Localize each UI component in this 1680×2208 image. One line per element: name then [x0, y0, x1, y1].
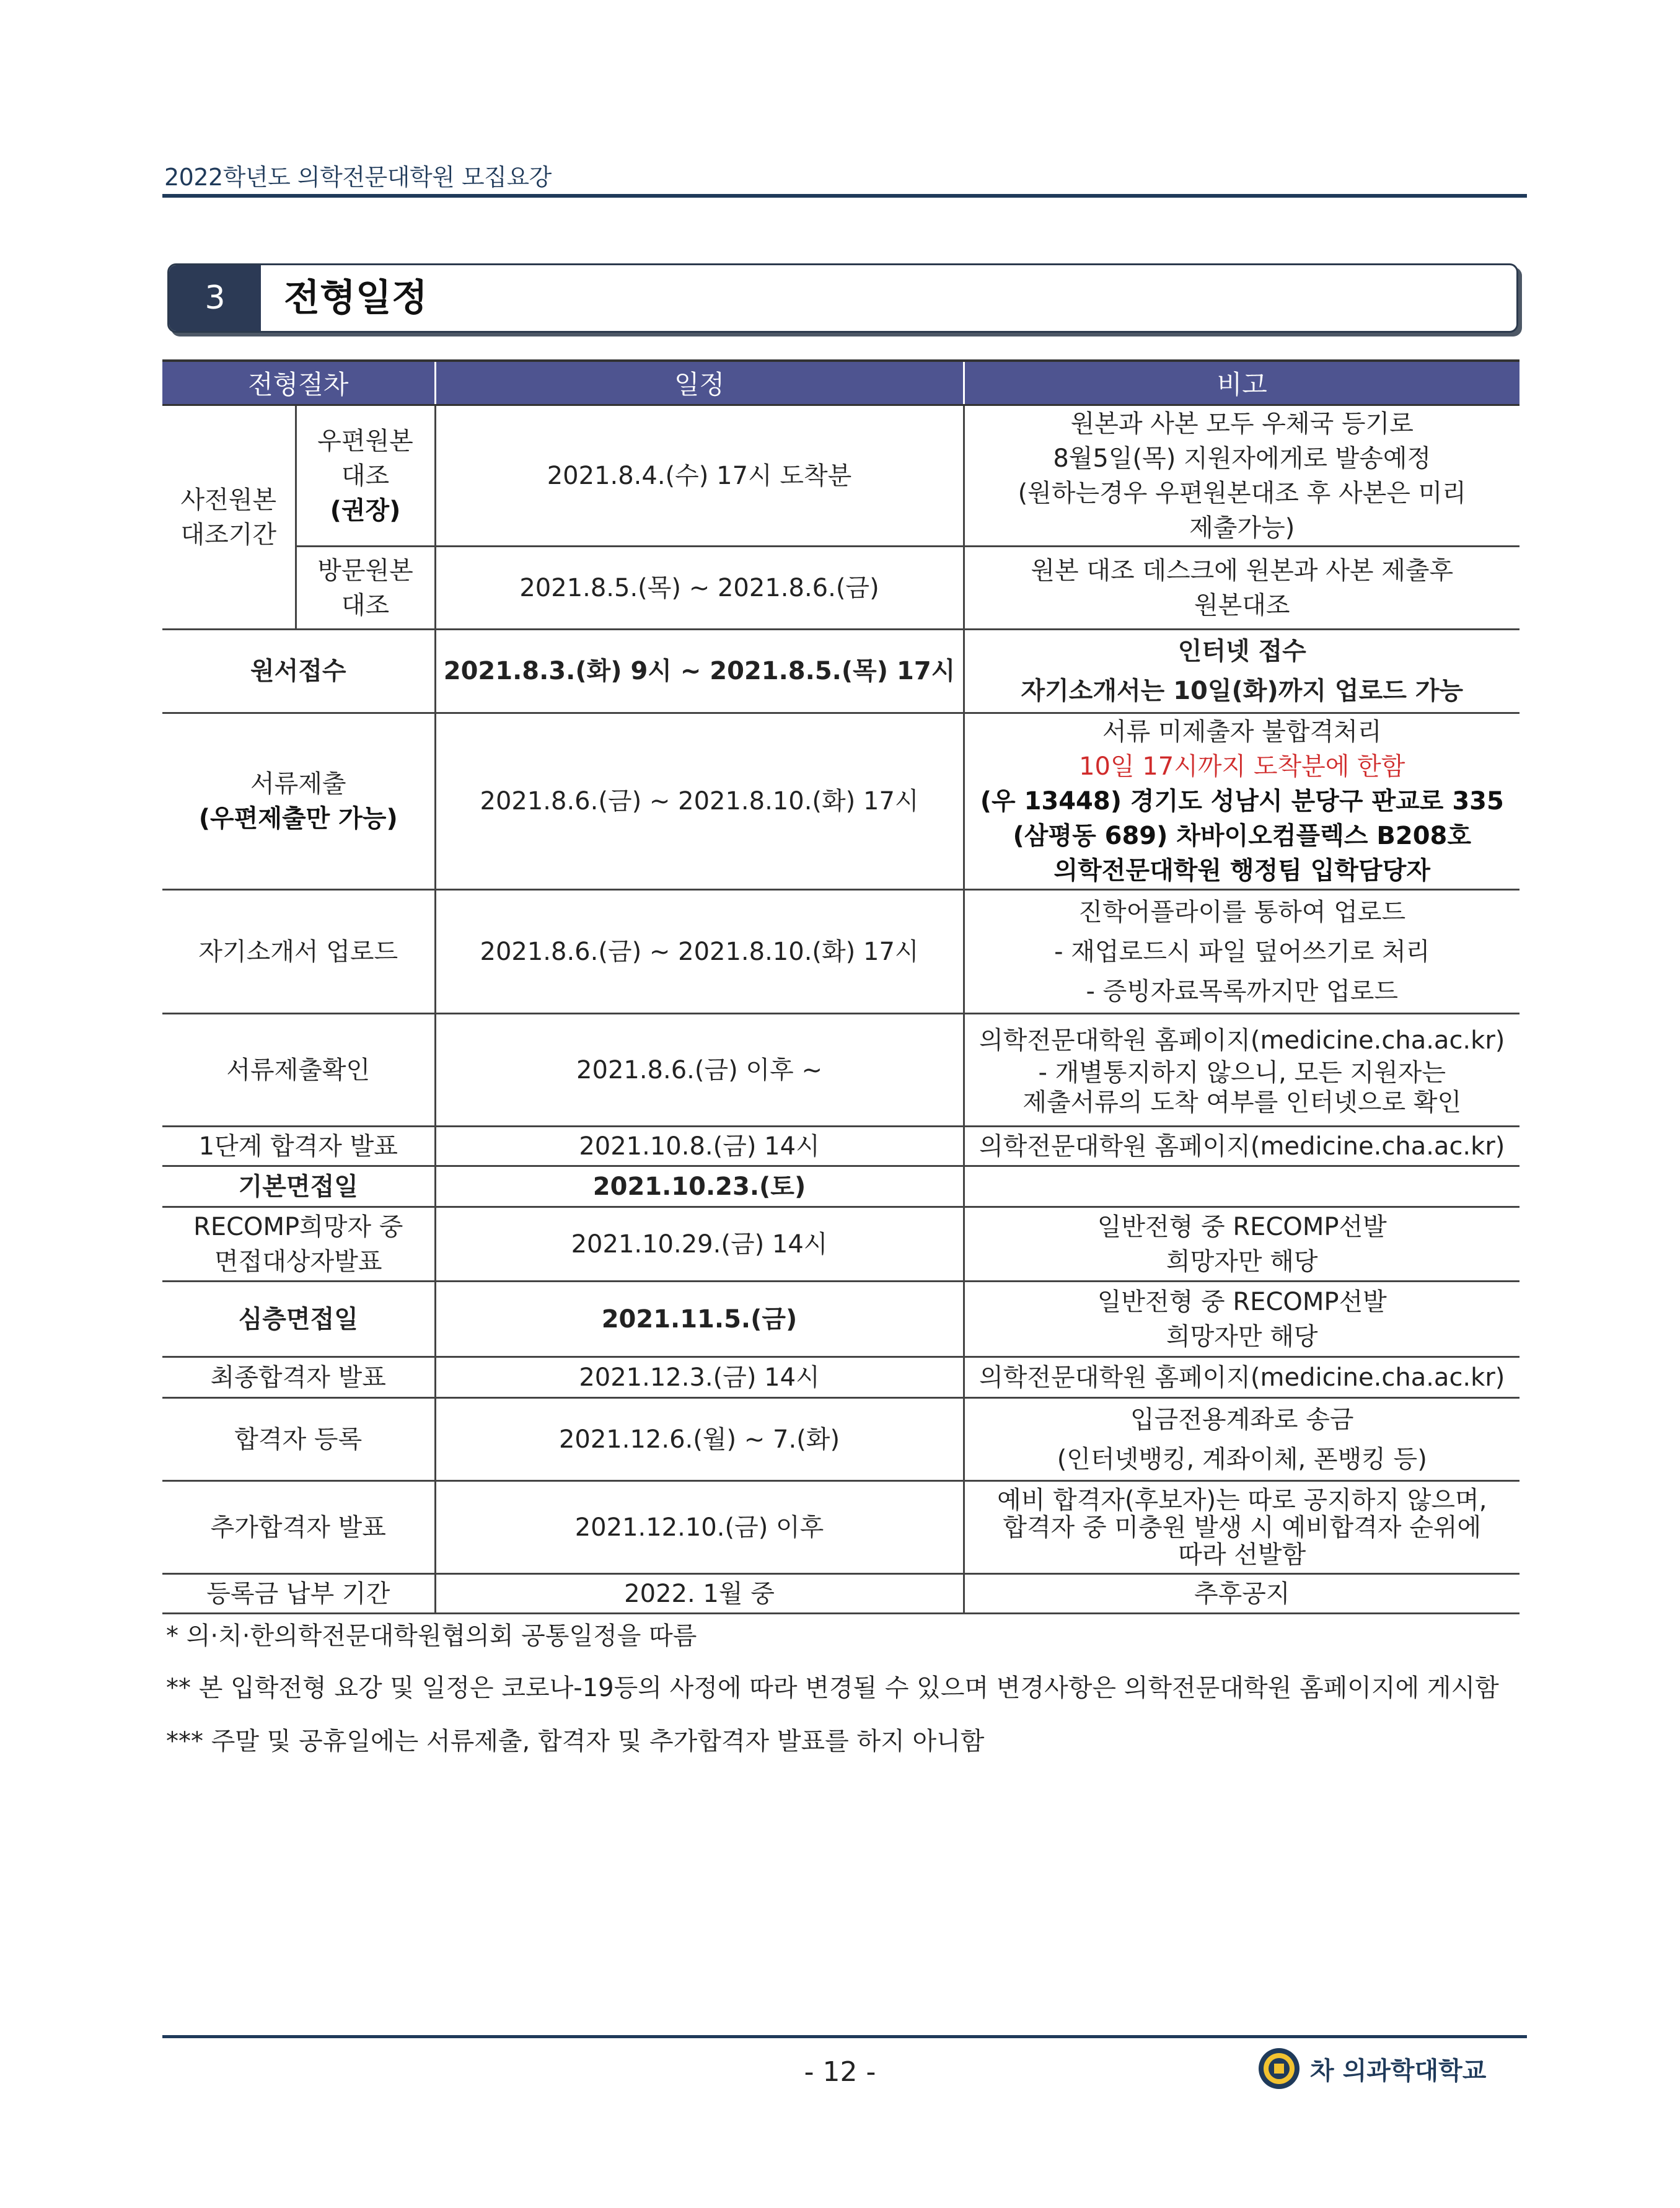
footnote: * 의·치·한의학전문대학원협의회 공통일정을 따름	[166, 1622, 697, 1650]
table-row	[162, 890, 1519, 1014]
section-number: 3	[169, 265, 261, 331]
table-row	[162, 1014, 1519, 1127]
row-label: 원서접수	[162, 630, 435, 713]
row-note: 원본 대조 데스크에 원본과 사본 제출후 원본대조	[964, 547, 1519, 630]
row-note: 입금전용계좌로 송금 (인터넷뱅킹, 계좌이체, 폰뱅킹 등)	[964, 1398, 1519, 1481]
row-date: 2021.12.3.(금) 14시	[435, 1357, 964, 1398]
header-schedule: 일정	[435, 361, 964, 405]
row-sub-label: 우편원본 대조 (권장)	[296, 405, 435, 547]
table-row	[162, 1481, 1519, 1574]
row-sub-label: 방문원본 대조	[296, 547, 435, 630]
row-date: 2021.11.5.(금)	[435, 1282, 964, 1357]
university-logo	[1257, 2046, 1486, 2091]
footnotes	[166, 1619, 1523, 1777]
row-note: 추후공지	[964, 1574, 1519, 1614]
row-label: RECOMP희망자 중 면접대상자발표	[162, 1207, 435, 1282]
header-procedure: 전형절차	[162, 361, 435, 405]
table-row	[162, 547, 1519, 630]
table-row	[162, 1207, 1519, 1282]
row-date: 2021.8.5.(목) ~ 2021.8.6.(금)	[435, 547, 964, 630]
row-date: 2021.8.6.(금) ~ 2021.8.10.(화) 17시	[435, 890, 964, 1014]
table-row	[162, 713, 1519, 890]
row-note: 서류 미제출자 불합격처리 10일 17시까지 도착분에 한함 (우 13448) 경기도 성남시 분당구 판교로 335 (삼평동 689) 차바이오컴플렉스 B208호 의학전문대학원 행정팀 입학담당자	[964, 713, 1519, 890]
row-label: 자기소개서 업로드	[162, 890, 435, 1014]
row-group-label: 사전원본 대조기간	[162, 405, 296, 630]
row-label: 서류제출 (우편제출만 가능)	[162, 713, 435, 890]
row-label: 합격자 등록	[162, 1398, 435, 1481]
page-number: - 12 -	[804, 2056, 876, 2088]
document-header-title: 2022학년도 의학전문대학원 모집요강	[164, 164, 552, 191]
section-heading	[167, 263, 1518, 333]
table-header-row	[162, 361, 1519, 405]
table-row	[162, 1574, 1519, 1614]
row-date: 2021.8.6.(금) 이후 ~	[435, 1014, 964, 1127]
table-row	[162, 1398, 1519, 1481]
row-note: 인터넷 접수 자기소개서는 10일(화)까지 업로드 가능	[964, 630, 1519, 713]
deadline-highlight: 10일 17시까지 도착분에 한함	[1079, 752, 1405, 781]
row-note: 예비 합격자(후보자)는 따로 공지하지 않으며, 합격자 중 미충원 발생 시 예비합격자 순위에 따라 선발함	[964, 1481, 1519, 1574]
row-label: 기본면접일	[162, 1166, 435, 1207]
row-note	[964, 1166, 1519, 1207]
table-row	[162, 1357, 1519, 1398]
row-note: 의학전문대학원 홈페이지(medicine.cha.ac.kr)	[964, 1357, 1519, 1398]
table-row	[162, 630, 1519, 713]
row-date: 2021.12.10.(금) 이후	[435, 1481, 964, 1574]
row-note: 진학어플라이를 통하여 업로드 - 재업로드시 파일 덮어쓰기로 처리 - 증빙자료목록까지만 업로드	[964, 890, 1519, 1014]
footnote: *** 주말 및 공휴일에는 서류제출, 합격자 및 추가합격자 발표를 하지 아니함	[166, 1727, 985, 1756]
row-note: 의학전문대학원 홈페이지(medicine.cha.ac.kr)	[964, 1127, 1519, 1166]
table-row	[162, 1282, 1519, 1357]
table-row	[162, 1166, 1519, 1207]
row-date: 2022. 1월 중	[435, 1574, 964, 1614]
row-date: 2021.10.8.(금) 14시	[435, 1127, 964, 1166]
row-note: 원본과 사본 모두 우체국 등기로 8월5일(목) 지원자에게로 발송예정 (원하는경우 우편원본대조 후 사본은 미리 제출가능)	[964, 405, 1519, 547]
table-row	[162, 405, 1519, 547]
row-label: 심층면접일	[162, 1282, 435, 1357]
row-date: 2021.10.23.(토)	[435, 1166, 964, 1207]
row-date: 2021.10.29.(금) 14시	[435, 1207, 964, 1282]
row-note: 의학전문대학원 홈페이지(medicine.cha.ac.kr) - 개별통지하지 않으니, 모든 지원자는 제출서류의 도착 여부를 인터넷으로 확인	[964, 1014, 1519, 1127]
row-label: 1단계 합격자 발표	[162, 1127, 435, 1166]
row-label: 최종합격자 발표	[162, 1357, 435, 1398]
schedule-table	[162, 359, 1519, 1614]
row-date: 2021.8.6.(금) ~ 2021.8.10.(화) 17시	[435, 713, 964, 890]
footer-divider	[162, 2035, 1527, 2038]
row-label: 등록금 납부 기간	[162, 1574, 435, 1614]
header-remarks: 비고	[964, 361, 1519, 405]
footnote: ** 본 입학전형 요강 및 일정은 코로나-19등의 사정에 따라 변경될 수 있으며 변경사항은 의학전문대학원 홈페이지에 게시함	[166, 1674, 1499, 1702]
row-note: 일반전형 중 RECOMP선발 희망자만 해당	[964, 1207, 1519, 1282]
row-label: 추가합격자 발표	[162, 1481, 435, 1574]
row-label: 서류제출확인	[162, 1014, 435, 1127]
header-divider	[162, 194, 1527, 198]
row-date: 2021.8.3.(화) 9시 ~ 2021.8.5.(목) 17시	[435, 630, 964, 713]
university-seal-icon	[1257, 2046, 1301, 2091]
row-note: 일반전형 중 RECOMP선발 희망자만 해당	[964, 1282, 1519, 1357]
row-date: 2021.8.4.(수) 17시 도착분	[435, 405, 964, 547]
row-date: 2021.12.6.(월) ~ 7.(화)	[435, 1398, 964, 1481]
university-name: 차 의과학대학교	[1310, 2056, 1487, 2085]
table-row	[162, 1127, 1519, 1166]
section-title: 전형일정	[284, 276, 428, 320]
